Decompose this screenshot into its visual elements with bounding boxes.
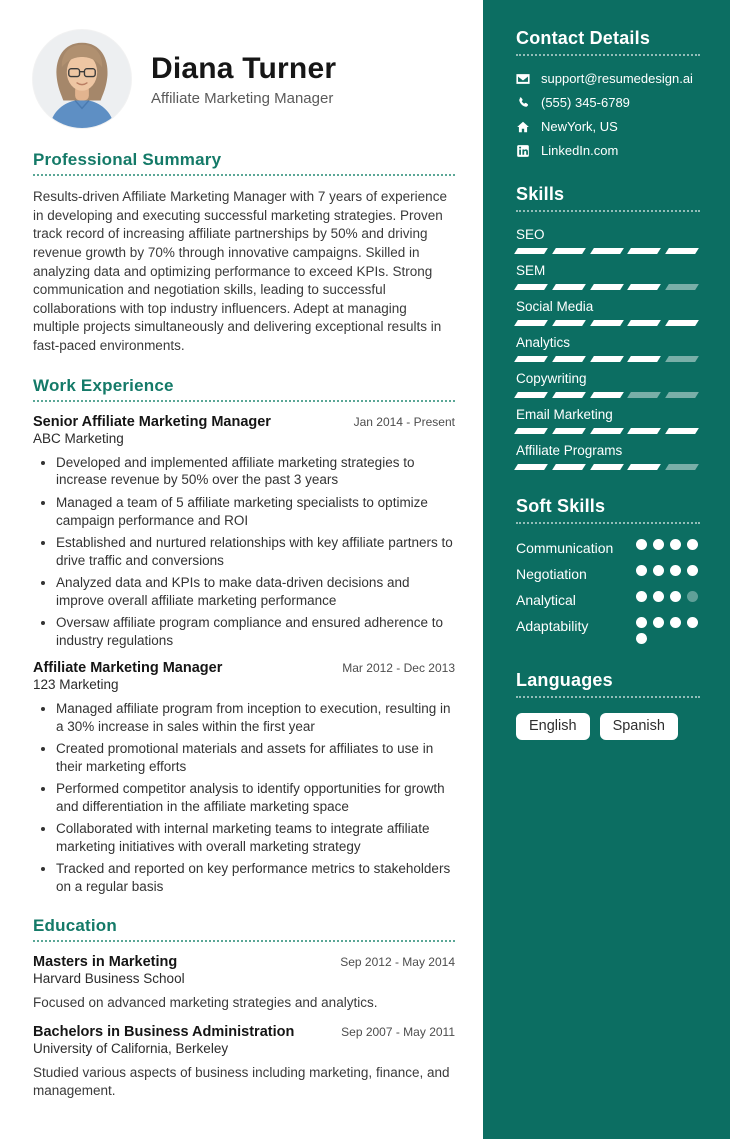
- soft-skill-row: [516, 539, 700, 556]
- summary-text: Results-driven Affiliate Marketing Manager with 7 years of experience in developing and executing successful marketing strategies. Proven track record of increasing affiliate partnerships by 50% and driving revenue growth by 70% through innovative campaigns. Skilled in analyzing data and optimizing performance to exceed KPIs. Strong communication and negotiation skills, leading to successful collaborations with top industry influencers. Adept at managing multiple projects simultaneously and delivering exceptional results in fast-paced environments.: [33, 189, 447, 353]
- soft-skill-row: [516, 591, 700, 608]
- skill-bar-segment: [628, 428, 662, 434]
- education-entry: [33, 954, 455, 1012]
- soft-skill-name: Communication: [516, 540, 614, 556]
- skill-bar-segment: [552, 284, 586, 290]
- skill-bar-segment: [514, 284, 548, 290]
- skill-bar: [516, 284, 700, 290]
- job-bullet: • Developed and implemented affiliate marketing strategies to increase revenue by 50% over the past 3 years: [56, 454, 455, 490]
- education-entry: [33, 1024, 455, 1100]
- soft-skill-dots: [636, 591, 700, 602]
- school-name: University of California, Berkeley: [33, 1041, 229, 1057]
- job-dates: Jan 2014 - Present: [353, 414, 455, 429]
- contact-section: [516, 28, 700, 158]
- job-bullet: • Created promotional materials and assets for affiliates to use in their marketing efforts: [56, 740, 455, 776]
- job-bullet: • Tracked and reported on key performance metrics to stakeholders on a regular basis: [56, 860, 455, 896]
- skill-bar-segment: [665, 464, 699, 470]
- school-name: Harvard Business School: [33, 970, 185, 986]
- skill-bar: [516, 464, 700, 470]
- skill-item: [516, 227, 700, 254]
- soft-skill-name: Adaptability: [516, 618, 589, 634]
- soft-skill-dot: [687, 539, 698, 550]
- skill-item: [516, 335, 700, 362]
- job-dates: Mar 2012 - Dec 2013: [342, 660, 455, 675]
- resume-sidebar: [483, 0, 730, 1139]
- skill-bar-segment: [590, 464, 624, 470]
- job-company: ABC Marketing: [33, 430, 124, 446]
- person-title: Affiliate Marketing Manager: [151, 89, 334, 107]
- skill-name: Social Media: [516, 299, 594, 314]
- skill-bar-segment: [590, 356, 624, 362]
- skill-bar-segment: [665, 428, 699, 434]
- skill-bar-segment: [590, 284, 624, 290]
- phone-icon: [516, 96, 530, 110]
- soft-skill-dot: [670, 539, 681, 550]
- soft-skills-section: [516, 496, 700, 644]
- skill-bar-segment: [514, 464, 548, 470]
- soft-skill-dot: [636, 591, 647, 602]
- divider: [33, 400, 455, 402]
- education-list: [33, 954, 455, 1101]
- language-pill: Spanish: [600, 713, 678, 740]
- summary-section: [33, 150, 455, 356]
- skill-bar-segment: [628, 464, 662, 470]
- skill-bar-segment: [628, 392, 662, 398]
- soft-skill-name: Analytical: [516, 592, 576, 608]
- contact-text: NewYork, US: [541, 119, 618, 134]
- skill-bar: [516, 320, 700, 326]
- degree-title: Bachelors in Business Administration: [33, 1024, 295, 1041]
- soft-skill-dot: [670, 617, 681, 628]
- jobs-list: [33, 414, 455, 896]
- soft-skill-dot: [636, 539, 647, 550]
- skill-bar-segment: [514, 320, 548, 326]
- soft-skill-name: Negotiation: [516, 566, 587, 582]
- job-bullet: • Managed a team of 5 affiliate marketing specialists to optimize campaign performance and ROI: [56, 494, 455, 530]
- soft-skill-dot: [670, 565, 681, 576]
- skill-bar-segment: [628, 248, 662, 254]
- skill-bar-segment: [590, 392, 624, 398]
- soft-skill-dot: [670, 591, 681, 602]
- skill-bar-segment: [514, 248, 548, 254]
- contact-item: [516, 71, 700, 86]
- skill-bar-segment: [665, 248, 699, 254]
- divider: [516, 696, 700, 698]
- soft-skill-row: [516, 617, 700, 644]
- skill-bar: [516, 428, 700, 434]
- skill-bar-segment: [665, 284, 699, 290]
- languages-list: [516, 713, 700, 740]
- soft-skill-dots: [636, 539, 700, 550]
- soft-skill-dot: [636, 565, 647, 576]
- soft-skill-row: [516, 565, 700, 582]
- job-title: Affiliate Marketing Manager: [33, 659, 223, 676]
- skill-item: [516, 443, 700, 470]
- degree-title: Masters in Marketing: [33, 953, 178, 970]
- skill-bar-segment: [628, 284, 662, 290]
- education-heading: Education: [33, 915, 117, 935]
- soft-skill-dot: [653, 591, 664, 602]
- contact-item: [516, 119, 700, 134]
- soft-skill-dot: [687, 617, 698, 628]
- divider: [33, 940, 455, 942]
- home-icon: [516, 120, 530, 134]
- divider: [516, 210, 700, 212]
- education-section: [33, 916, 455, 1101]
- skill-bar-segment: [552, 392, 586, 398]
- skill-bar-segment: [514, 392, 548, 398]
- job-bullet-list: [33, 454, 455, 650]
- skill-bar-segment: [552, 356, 586, 362]
- soft-skills-heading: Soft Skills: [516, 496, 606, 516]
- identity-header: [33, 30, 455, 128]
- summary-heading: Professional Summary: [33, 150, 222, 169]
- skill-name: Analytics: [516, 335, 571, 350]
- job-bullet: • Performed competitor analysis to identify opportunities for growth and differentiation in the affiliate marketing space: [56, 780, 455, 816]
- skills-section: [516, 184, 700, 470]
- contact-list: [516, 71, 700, 158]
- skill-bar-segment: [665, 320, 699, 326]
- skill-bar: [516, 392, 700, 398]
- education-dates: Sep 2012 - May 2014: [340, 954, 455, 969]
- linkedin-icon: [516, 144, 530, 158]
- soft-skills-list: [516, 539, 700, 644]
- skills-heading: Skills: [516, 184, 565, 204]
- avatar: [33, 30, 131, 128]
- job-bullet: • Analyzed data and KPIs to make data-driven decisions and improve overall affiliate marketing performance: [56, 574, 455, 610]
- job-header: [33, 414, 455, 430]
- skill-bar-segment: [552, 428, 586, 434]
- soft-skill-dot: [653, 565, 664, 576]
- email-icon: [516, 72, 530, 86]
- contact-text: LinkedIn.com: [541, 143, 619, 158]
- soft-skill-dot: [687, 565, 698, 576]
- skill-bar: [516, 356, 700, 362]
- job-title: Senior Affiliate Marketing Manager: [33, 413, 271, 430]
- divider: [516, 54, 700, 56]
- skill-bar-segment: [628, 356, 662, 362]
- job-bullet: • Established and nurtured relationships with key affiliate partners to drive traffic and conversions: [56, 534, 455, 570]
- soft-skill-dot: [636, 617, 647, 628]
- skill-bar-segment: [514, 428, 548, 434]
- skill-bar-segment: [590, 320, 624, 326]
- job-company: 123 Marketing: [33, 676, 119, 692]
- contact-text: support@resumedesign.ai: [541, 71, 693, 86]
- skill-bar-segment: [628, 320, 662, 326]
- skill-item: [516, 263, 700, 290]
- job-bullet: • Oversaw affiliate program compliance and ensured adherence to industry regulations: [56, 614, 455, 650]
- skill-item: [516, 407, 700, 434]
- skill-bar-segment: [590, 248, 624, 254]
- education-description: Focused on advanced marketing strategies and analytics.: [33, 994, 378, 1010]
- skill-bar-segment: [590, 428, 624, 434]
- identity-text: [151, 52, 336, 107]
- skill-name: Copywriting: [516, 371, 587, 386]
- soft-skill-dots: [636, 617, 700, 644]
- soft-skill-dot: [653, 539, 664, 550]
- job-entry: [33, 414, 455, 650]
- contact-heading: Contact Details: [516, 28, 651, 48]
- education-header: [33, 1024, 455, 1040]
- skill-bar-segment: [552, 464, 586, 470]
- skill-bar-segment: [552, 248, 586, 254]
- soft-skill-dot: [653, 617, 664, 628]
- skill-bar: [516, 248, 700, 254]
- skill-bar-segment: [665, 392, 699, 398]
- job-bullet: • Managed affiliate program from inception to execution, resulting in a 30% increase in sales within the first year: [56, 700, 455, 736]
- contact-item: [516, 95, 700, 110]
- language-pill: English: [516, 713, 590, 740]
- languages-section: [516, 670, 700, 740]
- contact-item: [516, 143, 700, 158]
- contact-text: (555) 345-6789: [541, 95, 630, 110]
- job-bullet-list: [33, 700, 455, 896]
- skill-name: Email Marketing: [516, 407, 613, 422]
- skill-name: SEM: [516, 263, 546, 278]
- job-header: [33, 660, 455, 676]
- skill-bar-segment: [514, 356, 548, 362]
- education-header: [33, 954, 455, 970]
- soft-skill-dot: [636, 633, 647, 644]
- skill-bar-segment: [665, 356, 699, 362]
- divider: [33, 174, 455, 176]
- soft-skill-dots: [636, 565, 700, 576]
- skill-item: [516, 371, 700, 398]
- skill-name: SEO: [516, 227, 545, 242]
- experience-section: [33, 376, 455, 896]
- job-bullet: • Collaborated with internal marketing teams to integrate affiliate marketing initiatives with overall marketing strategy: [56, 820, 455, 856]
- education-description: Studied various aspects of business including marketing, finance, and management.: [33, 1065, 450, 1099]
- education-dates: Sep 2007 - May 2011: [341, 1025, 455, 1040]
- person-name: Diana Turner: [151, 51, 337, 85]
- avatar-illustration: [33, 30, 131, 128]
- skill-bar-segment: [552, 320, 586, 326]
- languages-heading: Languages: [516, 670, 613, 690]
- soft-skill-dot: [687, 591, 698, 602]
- skill-item: [516, 299, 700, 326]
- skills-list: [516, 227, 700, 470]
- skill-name: Affiliate Programs: [516, 443, 623, 458]
- experience-heading: Work Experience: [33, 375, 174, 395]
- divider: [516, 522, 700, 524]
- job-entry: [33, 660, 455, 896]
